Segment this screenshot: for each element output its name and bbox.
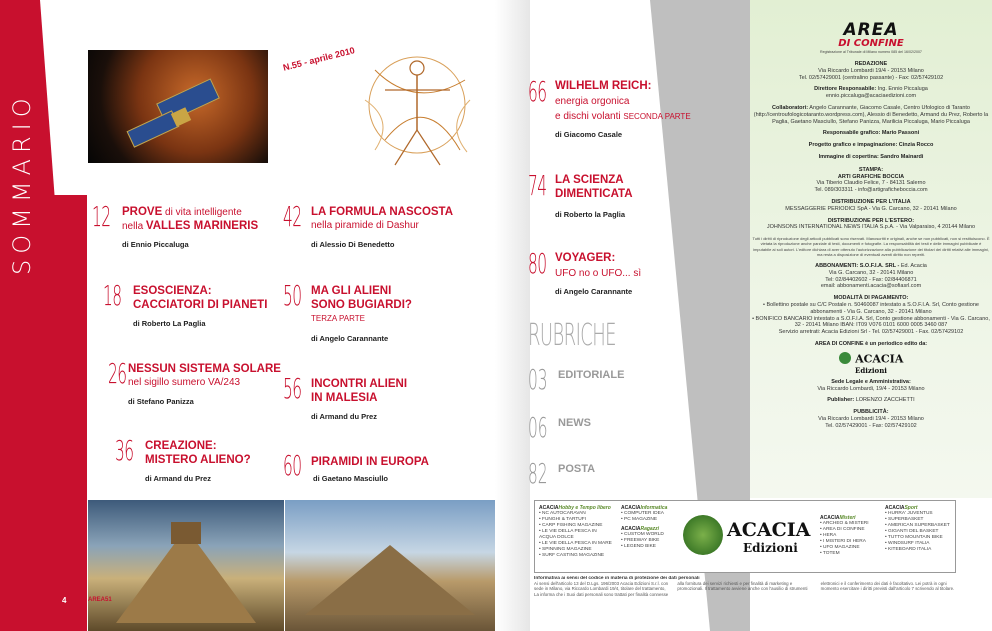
article-page-number: 80: [528, 247, 547, 280]
article-author: di Roberto La Paglia: [133, 319, 206, 328]
acacia-list-item: • CARP FISHING MAGAZINE: [539, 523, 603, 528]
article-author: di Stefano Panizza: [128, 397, 194, 406]
acacia-group-sport: ACACIASport • HURRA' JUVENTUS • SUPERBASKET • AMERICAN SUPERBASKET • GIGANTI DEL BASKET • TUTTO MOUNTAIN BIKE • WINDSURF ITALIA • KITEBOARD ITALIA: [885, 505, 955, 553]
acacia-list-item: • AMERICAN SUPERBASKET: [885, 523, 950, 528]
acacia-list-item: • HERA: [820, 533, 837, 538]
article-author: di Alessio Di Benedetto: [311, 240, 395, 249]
mars-satellite-image: [88, 50, 268, 163]
privacy-notice: Informativa ai sensi del codice in materia di protezione dei dati personali Ai sensi dell'articolo 13 del D.Lgs. 196/2003 Acacia Edizioni S.r.l. con sede in Milano, via Riccardo Lombardi 19/4, titolare del trattamento, La informa che i Suoi dati personali sono trattati per finalità connesse alla fornitura dei servizi richiesti e per finalità di marketing e promozionali. Il trattamento avviene anche con l'ausilio di strumenti elettronici e il conferimento dei dati è facoltativo. Lei potrà in ogni momento esercitare i diritti previsti dall'articolo 7 scrivendo al titolare.: [534, 576, 955, 597]
acacia-list-item: • SPINNING MAGAZINE: [539, 547, 592, 552]
article-66[interactable]: 66 WILHELM REICH: energia orgonica e dischi volanti SECONDA PARTE di Giacomo Casale: [528, 75, 691, 139]
acacia-list-item: • GIGANTI DEL BASKET: [885, 529, 939, 534]
acacia-list-item: • LE VIE DELLA PESCA IN MARE: [539, 541, 612, 546]
acacia-list-item: • SUPERBASKET: [885, 517, 924, 522]
article-74[interactable]: 74 LA SCIENZA DIMENTICATA di Roberto la Paglia: [528, 169, 633, 219]
rubrica-posta[interactable]: 82 POSTA: [528, 457, 596, 490]
rubrica-news[interactable]: 06 NEWS: [528, 411, 591, 444]
acacia-list: [820, 521, 880, 557]
acacia-list: [621, 532, 681, 550]
acacia-list-item: • WINDSURF ITALIA: [885, 541, 930, 546]
rubrica-editoriale[interactable]: 03 EDITORIALE: [528, 363, 625, 396]
article-author: di Angelo Carannante: [555, 287, 633, 296]
rubriche-title: RUBRICHE: [528, 318, 616, 353]
article-42[interactable]: 42 LA FORMULA NASCOSTA nella piramide di Dashur di Alessio Di Benedetto: [283, 200, 454, 249]
footer-label: AREA51: [88, 597, 112, 603]
article-page-number: 60: [283, 449, 302, 482]
article-page-number: 66: [528, 75, 547, 108]
article-56[interactable]: 56 INCONTRI ALIENI IN MALESIA di Armand du Prez: [283, 372, 408, 421]
article-page-number: 12: [92, 200, 111, 233]
article-18[interactable]: 18 ESOSCIENZA: CACCIATORI DI PIANETI di Roberto La Paglia: [103, 279, 268, 328]
article-60[interactable]: 60 PIRAMIDI IN EUROPA di Gaetano Masciullo: [283, 449, 429, 483]
article-author: di Armand du Prez: [311, 412, 377, 421]
acacia-publications-box: [534, 500, 956, 573]
article-page-number: 42: [283, 200, 302, 233]
article-page-number: 74: [528, 169, 547, 202]
acacia-small-logo: ACACIA Edizioni: [752, 350, 990, 375]
area-di-confine-logo: AREA DI CONFINE Registrazione al Tribunale di Milano numero 085 del 16/02/2007: [820, 20, 922, 54]
article-12[interactable]: 12 PROVE di vita intelligente nella VALLES MARINERIS di Ennio Piccaluga: [92, 200, 259, 249]
acacia-list: [621, 511, 681, 523]
acacia-list-item: • AREA DI CONFINE: [820, 527, 865, 532]
gutter-shadow: [495, 0, 530, 631]
article-page-number: 50: [283, 279, 302, 312]
acacia-list-item: • FUNGHI & TARTUFI: [539, 517, 586, 522]
acacia-list-item: • KITEBOARD ITALIA: [885, 547, 932, 552]
acacia-list-item: • I MISTERI DI HERA: [820, 539, 866, 544]
chichen-itza-image: [88, 500, 284, 631]
article-page-number: 18: [103, 279, 122, 312]
acacia-list-item: • CUSTOM WORLD: [621, 532, 664, 537]
article-page-number: 56: [283, 372, 302, 405]
acacia-tree-icon: [683, 515, 723, 555]
acacia-group-informatica: ACACIAInformatica • COMPUTER IDEA • PC MAGAZINE ACACIARagazzi • CUSTOM WORLD • FREEWAY BIKE • LEGEND BIKE: [621, 505, 681, 550]
acacia-list-item: • PC MAGAZINE: [621, 517, 658, 522]
article-author: di Angelo Carannante: [311, 334, 389, 343]
acacia-list-item: • TUTTO MOUNTAIN BIKE: [885, 535, 943, 540]
acacia-list-item: • NC AUTOCARAVAN: [539, 511, 586, 516]
article-author: di Ennio Piccaluga: [122, 240, 189, 249]
vitruvian-sketch-image: [355, 40, 480, 170]
acacia-group-hobby: ACACIAHobby e Tempo libero • NC AUTOCARAVAN • FUNGHI & TARTUFI • CARP FISHING MAGAZINE • LE VIE DELLA PESCA IN ACQUA DOLCE • LE VIE DELLA PESCA IN MARE • SPINNING MAGAZINE • SURF CASTING MAGAZINE: [539, 505, 614, 559]
teotihuacan-image: [285, 500, 495, 631]
article-36[interactable]: 36 CREAZIONE: MISTERO ALIENO? di Armand du Prez: [115, 434, 251, 483]
acacia-main-logo: ACACIA Edizioni: [683, 515, 813, 559]
acacia-list-item: • SURF CASTING MAGAZINE: [539, 553, 605, 558]
article-author: di Giacomo Casale: [555, 130, 623, 139]
article-26[interactable]: 26 NESSUN SISTEMA SOLARE nel sigillo sumero VA/243 di Stefano Panizza: [108, 357, 281, 406]
article-50[interactable]: 50 MA GLI ALIENI SONO BUGIARDI? TERZA PARTE di Angelo Carannante: [283, 279, 412, 343]
article-author: di Armand du Prez: [145, 474, 211, 483]
acacia-list-item: • HURRA' JUVENTUS: [885, 511, 933, 516]
acacia-list-item: • COMPUTER IDEA: [621, 511, 664, 516]
article-80[interactable]: 80 VOYAGER: UFO no o UFO... sì di Angelo Carannante: [528, 247, 642, 296]
acacia-list-item: • UFO MAGAZINE: [820, 545, 860, 550]
acacia-list-item: • TOTEM: [820, 551, 840, 556]
article-page-number: 36: [115, 434, 134, 467]
acacia-list-item: • ARCHEO & MISTERI: [820, 521, 869, 526]
masthead: AREA DI CONFINE Registrazione al Tribunale di Milano numero 085 del 16/02/2007 REDAZIONE Via Riccardo Lombardi 19/4 - 20153 Milano Tel. 02/57429001 (centralino passante) - Fax: 02/57429102 Direttore Responsabile: Ing. Ennio Piccaluga ennio.piccaluga@acaciaedizioni.com Collaboratori: Angelo Carannante, Giacomo Casale, Centro Ufologico di Taranto (http://centroufologicotaranto.wordpress.com), Alessio di Benedetto, Armand du Prez, Roberto la Paglia, Gaetano Masciullo, Stefano Panizza, Marilicia Piccaluga, Mario Piccaluga Responsabile grafico: Mario Passoni Progetto grafico e impaginazione: Cinzia Rocco Immagine di copertina: Sandro Mainardi STAMPA: ARTI GRAFICHE BOCCIA Via Tiberio Claudio Felice, 7 - 84131 Salerno Tel. 089/303311 - info@artigraficheboccia.com DISTRIBUZIONE PER L'ITALIA MESSAGGERIE PERIODICI SpA - Via G. Carcano, 32 - 20141 Milano DISTRIBUZIONE PER L'ESTERO: JOHNSONS INTERNATIONAL NEWS ITALIA S.p.A. - Via Valparaiso, 4 20144 Milano Tutti i diritti di riproduzione degli articoli pubblicati sono riservati. Manoscritti e originali, anche se non pubblicati, non si restituiscono. È vietata la riproduzione anche parziale di testi, documenti e fotografie. La responsabilità dei testi e delle immagini pubblicate è imputabile ai soli autori. L'editore dichiara di aver ottenuto l'autorizzazione alla pubblicazione dei titolari dei diritti relativi alle immagini, ma resta a disposizione di eventuali aventi diritto non reperiti. ABBONAMENTI: S.O.F.I.A. SRL - Ed. Acacia Via G. Carcano, 32 - 20141 Milano Tel: 02/84402602 - Fax: 02/84406871 email: abbonamenti.acacia@sofiasrl.com MODALITÀ DI PAGAMENTO: • Bollettino postale su C/C Postale n. 50460087 intestato a S.O.F.I.A. Srl, Conto gestione abbonamenti - Via G. Carcano, 32 - 20141 Milano • BONIFICO BANCARIO intestato a S.O.F.I.A. Srl, Conto gestione abbonamenti - Via G. Carcano, 32 - 20141 Milano IBAN: IT09 V076 0101 6000 0005 3460 087 Servizio arretrati: Acacia Edizioni Srl - Tel. 02/57429001 - Fax. 02/57429102 AREA DI CONFINE è un periodico edito da: ACACIA Edizioni Sede Legale e Amministrativa: Via Riccardo Lombardi, 19/4 - 20153 Milano Publisher: LORENZO ZACCHETTI PUBBLICITÀ: Via Riccardo Lombardi 19/4 - 20153 Milano Tel. 02/57429001 - Fax: 02/57429102: [752, 20, 990, 429]
acacia-list: [885, 511, 955, 553]
article-page-number: 26: [108, 357, 127, 390]
acacia-list-item: • LE VIE DELLA PESCA IN ACQUA DOLCE: [539, 529, 597, 540]
issue-line: N.55 - aprile 2010: [282, 45, 356, 73]
acacia-list-item: • LEGEND BIKE: [621, 544, 657, 549]
section-title: SOMMARIO: [8, 92, 36, 275]
page-number: 4: [62, 596, 67, 605]
acacia-group-misteri: ACACIAMisteri • ARCHEO & MISTERI • AREA DI CONFINE • HERA • I MISTERI DI HERA • UFO MAGAZINE • TOTEM: [820, 515, 880, 557]
article-author: di Gaetano Masciullo: [313, 474, 389, 483]
article-author: di Roberto la Paglia: [555, 210, 626, 219]
acacia-list: [539, 511, 614, 559]
acacia-list-item: • FREEWAY BIKE: [621, 538, 660, 543]
